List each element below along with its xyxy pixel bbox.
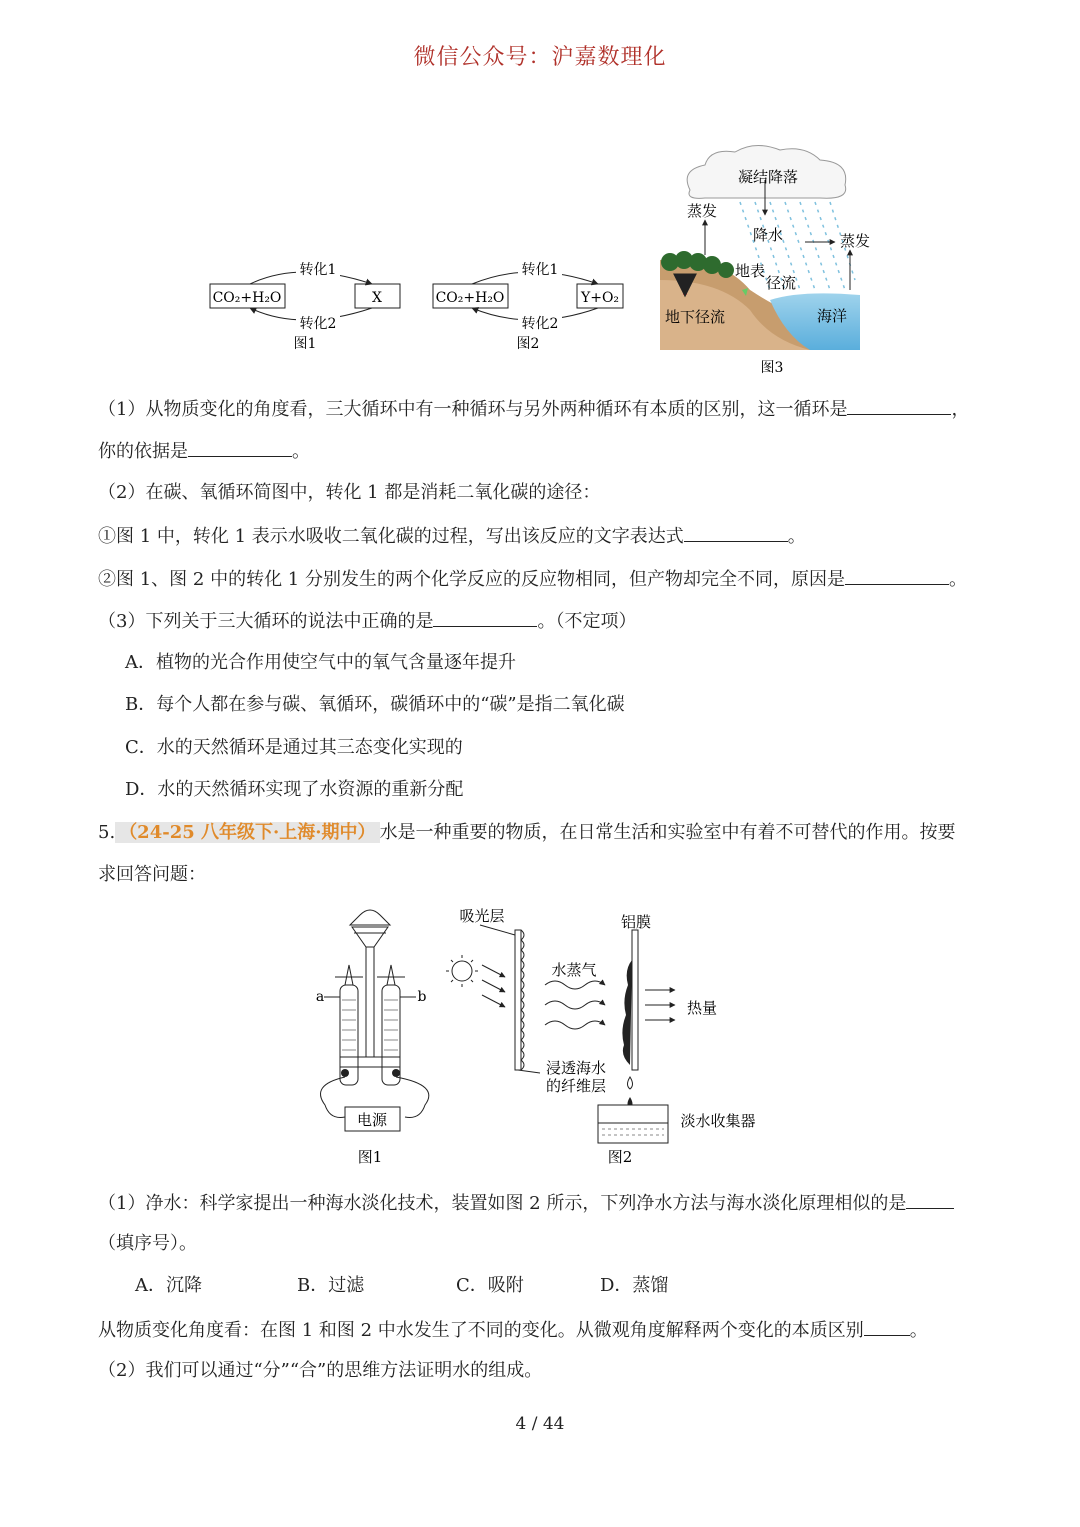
q5-choice-c: C．吸附	[456, 1275, 524, 1296]
absorb-layer-label: 吸光层	[459, 907, 505, 925]
answer-blank[interactable]	[906, 1190, 954, 1209]
tube-b-label: b	[417, 989, 427, 1005]
answer-blank[interactable]	[684, 523, 788, 542]
q5-part2: （2）我们可以通过“分”“合”的思维方法证明水的组成。	[98, 1360, 543, 1381]
fig2-arrow-bottom: 转化2	[521, 316, 559, 332]
q4-part3: （3）下列关于三大循环的说法中正确的是 。（不定项）	[98, 608, 636, 634]
q4-part2-item2: ②图 1、图 2 中的转化 1 分别发生的两个化学反应的反应物相同，但产物却完全不同，原因是 。	[98, 566, 967, 592]
collector-label: 淡水收集器	[680, 1112, 756, 1130]
fig2-caption-q5: 图2	[607, 1148, 633, 1166]
q4-part2: （2）在碳、氧循环简图中，转化 1 都是消耗二氧化碳的途径：	[98, 482, 601, 503]
q5-intro-line1: 5. （24-25 八年级下·上海·期中） 水是一种重要的物质，在日常生活和实验室中有着不可替代的作用。按要	[98, 822, 956, 843]
fig3-evap-right: 蒸发	[839, 232, 870, 250]
fig3-cloud-label: 凝结降落	[737, 168, 799, 186]
fig3-rain-label: 降水	[752, 226, 784, 244]
water-cycle-figure	[660, 140, 870, 380]
answer-blank[interactable]	[433, 608, 537, 627]
q5-part1-line2: （填序号）。	[98, 1233, 197, 1254]
fig1-arrow-top: 转化1	[299, 262, 337, 278]
page-number: 4 / 44	[515, 1414, 565, 1434]
q4-option-d: D．水的天然循环实现了水资源的重新分配	[125, 779, 464, 800]
answer-blank[interactable]	[188, 438, 292, 457]
q4-part2-item1: ①图 1 中，转化 1 表示水吸收二氧化碳的过程，写出该反应的文字表达式 。	[98, 523, 806, 549]
fig3-runoff-label: 径流	[765, 274, 797, 292]
q5-choice-d: D．蒸馏	[600, 1275, 669, 1296]
fig1-caption-q5: 图1	[357, 1148, 383, 1166]
source-tag: （24-25 八年级下·上海·期中）	[115, 822, 379, 843]
q4-option-a: A．植物的光合作用使空气中的氧气含量逐年提升	[125, 652, 516, 673]
fig1-arrow-bottom: 转化2	[299, 316, 337, 332]
fiber-label-1: 浸透海水	[545, 1059, 607, 1077]
q4-option-c: C．水的天然循环是通过其三态变化实现的	[125, 737, 463, 758]
answer-blank[interactable]	[845, 566, 949, 585]
fig3-surface-label: 地表	[734, 262, 766, 280]
fiber-label-2: 的纤维层	[545, 1077, 607, 1095]
tube-a-label: a	[315, 989, 325, 1005]
fig2-left-box: CO₂+H₂O	[435, 290, 505, 306]
q5-choice-a: A．沉降	[135, 1275, 202, 1296]
power-label: 电源	[356, 1111, 388, 1129]
carbon-oxygen-cycle-figures	[200, 250, 640, 360]
fig3-ocean-label: 海洋	[816, 307, 848, 325]
fig1-left-box: CO₂+H₂O	[212, 290, 282, 306]
desalination-figure	[440, 905, 770, 1170]
q5-intro-line2: 求回答问题：	[98, 864, 206, 885]
q4-part1-line1: （1）从物质变化的角度看，三大循环中有一种循环与另外两种循环有本质的区别，这一循环是 ，	[98, 396, 969, 422]
q5-part1-line3: 从物质变化角度看：在图 1 和图 2 中水发生了不同的变化。从微观角度解释两个变化的本质区别 。	[98, 1317, 928, 1343]
q4-option-b: B．每个人都在参与碳、氧循环，碳循环中的“碳”是指二氧化碳	[125, 694, 625, 715]
fig2-arrow-top: 转化1	[521, 262, 559, 278]
q4-part1-line2: 你的依据是 。	[98, 438, 310, 464]
fig1-caption: 图1	[293, 336, 317, 352]
fig2-caption: 图2	[516, 336, 540, 352]
header-watermark: 微信公众号：沪嘉数理化	[413, 45, 667, 70]
q5-choice-b: B．过滤	[297, 1275, 365, 1296]
vapor-label: 水蒸气	[551, 961, 597, 979]
fig3-evap-left: 蒸发	[686, 202, 718, 220]
figure-1-carbon-cycle	[210, 260, 400, 352]
fig1-right-box: X	[372, 290, 382, 306]
film-label: 铝膜	[620, 913, 652, 931]
fig3-caption: 图3	[760, 360, 784, 376]
electrolysis-figure	[310, 905, 450, 1170]
answer-blank[interactable]	[847, 396, 951, 415]
answer-blank[interactable]	[864, 1317, 910, 1336]
heat-label: 热量	[686, 999, 718, 1017]
figure-2-oxygen-cycle	[433, 260, 623, 352]
fig2-right-box: Y+O₂	[580, 290, 620, 306]
fig3-ground-label: 地下径流	[664, 308, 726, 326]
q5-part1-line1: （1）净水：科学家提出一种海水淡化技术，装置如图 2 所示，下列净水方法与海水淡化原理相似的是	[98, 1190, 954, 1216]
